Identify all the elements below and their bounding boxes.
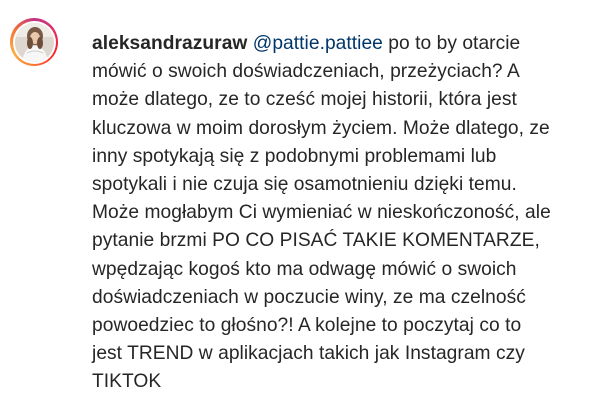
comment-line: Może mogłabym Ci wymieniać w nieskończoność, ale [92, 202, 551, 224]
story-ring[interactable] [10, 18, 58, 66]
comment-line: TIKTOK [92, 371, 162, 393]
comment-mention[interactable]: @pattie.pattiee [252, 33, 383, 54]
comment-line: wpędzając kogoś kto ma odwagę mówić o swoich [92, 258, 517, 280]
comment-line: doświadczeniach w poczucie winy, ze ma czelność [92, 286, 526, 308]
comment-username[interactable]: aleksandrazuraw [92, 33, 248, 54]
avatar-frame [13, 21, 56, 64]
comment-line: powoedziec to głośno?! A kolejne to poczytaj co to [92, 315, 522, 337]
comment-line: mówić o swoich doświadczeniach, przeżyciach? A [92, 61, 520, 83]
comment-line: inny spotykają się z podobnymi problemami lub [92, 145, 497, 167]
user-avatar-photo-icon [15, 23, 54, 62]
comment-line: może dlatego, ze to cześć mojej historii, która jest [92, 89, 517, 111]
comment-line [92, 30, 572, 58]
comment-text [92, 30, 572, 397]
comment-line: kluczowa w moim dorosłym życiem. Może dlatego, ze [92, 117, 550, 139]
comment-text-segment: po to by otarcie [382, 33, 521, 54]
comment-line: jest TREND w aplikacjach takich jak Instagram czy [92, 343, 525, 365]
comment-line: spotykali i nie czuja się osamotnieniu dzięki temu. [92, 174, 517, 196]
avatar[interactable] [15, 23, 54, 62]
comment-line: pytanie brzmi PO CO PISAĆ TAKIE KOMENTARZE, [92, 230, 540, 252]
